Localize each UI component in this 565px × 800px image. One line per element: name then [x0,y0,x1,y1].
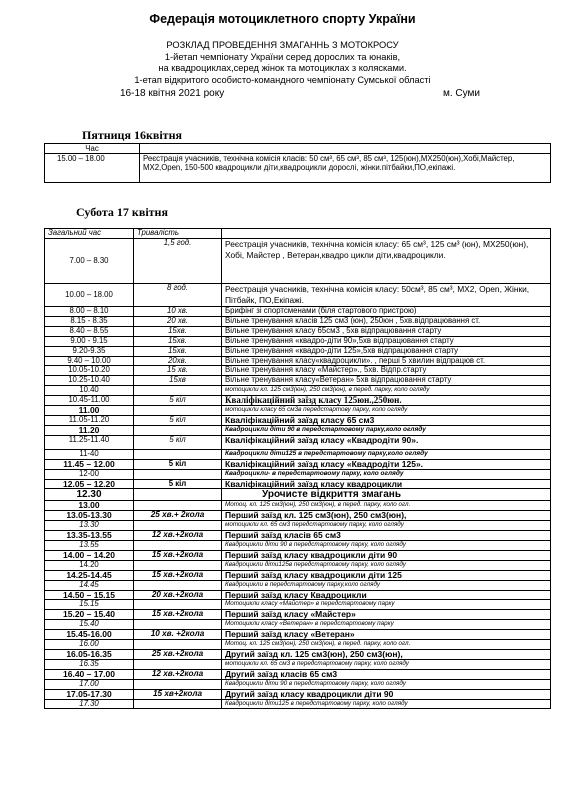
table-cell-duration: 5 кіл [134,479,222,489]
table-cell-event: Реєстрація учасників, технічна комісія класів: 50 см³, 65 см³, 85 см³, 125(юн),МХ250(юн),Хобі,Майстер, МХ2,Open, 150-500 квадроцикли діти,квадроцикли дорослі, жінки.пітбайки,ПО,екіпажі. [140,154,551,183]
table-cell-duration: 5 кіл [134,435,222,449]
event-city: м. Суми [442,88,480,99]
table-cell-event: Реєстрація учасників, технічна комісія класу: 50см³, 85 см³, МХ2, Open, Жінки, Пітбайк, ПО,Екіпажі. [222,284,551,307]
table-cell-duration: 15 хв. [134,366,222,376]
table-cell-duration [134,560,222,570]
subtitle-line: на квадроциклах,серед жінок та мотоциклах з колясками. [158,63,407,74]
table-cell-duration: 15 хв.+2кола [134,610,222,620]
document-subtitle [0,40,565,86]
table-cell-time: 13.00 [45,501,134,511]
table-cell-duration: 20хв. [134,356,222,366]
table-cell-time: 9.40 – 10.00 [45,356,134,366]
subtitle-line: 1-йетап чемпіонату України серед дорослих та юнаків, [164,51,401,62]
table-cell-duration [134,386,222,396]
table-cell-event: Кваліфікаційний заїзд класу квадроцикли [222,479,551,489]
table-cell-event: мотоцикли кл. 65 см3 в передстартовому парку, коло огляду [222,659,551,669]
subtitle-line: РОЗКЛАД ПРОВЕДЕННЯ ЗМАГАННЬ З МОТОКРОСУ [166,40,399,50]
table-cell-event: мотоцикли кл. 65 см3 передстартовому парку, коло огляду [222,521,551,531]
table-cell-event: Перший заїзд кл. 125 см3(юн), 250 см3(юн), [222,511,551,521]
table-cell-time: 16.00 [45,640,134,650]
table-cell-event: Мотоц. кл. 125 см3(юн), 250 см3(юн), в перед. парку, коло огл. [222,640,551,650]
table-cell-event: Вільне тренування класу 65см3 , 5хв відпрацювання старту [222,326,551,336]
table-cell-time: 11.00 [45,406,134,416]
date-location-line [120,88,480,99]
document-title: Федерація мотоциклетного спорту України [149,12,416,26]
col-header-time: Час [45,144,140,154]
table-cell-duration: 25 хв.+2кола [134,650,222,660]
table-cell-time: 12.05 – 12.20 [45,479,134,489]
event-dates: 16-18 квітня 2021 року [120,88,225,99]
table-cell-event: Квадроцикли в передстартовому парку,коло огляду [222,580,551,590]
table-cell-duration [134,541,222,551]
table-cell-time: 14.50 – 15.15 [45,590,134,600]
table-cell-duration: 10 хв. +2кола [134,630,222,640]
table-cell-time: 17.00 [45,679,134,689]
table-cell-duration [134,425,222,435]
friday-schedule-table [44,143,551,183]
table-cell-time: 11.20 [45,425,134,435]
table-cell-time: 14.45 [45,580,134,590]
table-cell-event: Другий заїзд кл. 125 см3(юн), 250 см3(юн), [222,650,551,660]
table-cell-event: Другий заїзд класу квадроцикли діти 90 [222,689,551,699]
table-cell-time: 15.20 – 15.40 [45,610,134,620]
table-cell-event: Вільне тренування класу«квадроцикли». , перші 5 хвилин відпрацюв ст. [222,356,551,366]
table-cell-duration [134,699,222,709]
table-cell-time: 10.05-10.20 [45,366,134,376]
table-cell-time: 11-40 [45,449,134,459]
table-cell-event: Урочисте відкриття змагань [222,489,551,501]
table-cell-duration [134,521,222,531]
table-cell-time: 10.40 [45,386,134,396]
table-cell-duration [134,620,222,630]
table-cell-time: 14.25-14.45 [45,570,134,580]
table-cell-event: Квадроцикли діти 90 в передстартовому парку, коло огляду [222,541,551,551]
table-cell-time: 8.00 – 8.10 [45,307,134,317]
table-cell-duration: 20 хв.+2кола [134,590,222,600]
table-cell-duration: 15 хв+2кола [134,689,222,699]
table-cell-time: 15.45-16.00 [45,630,134,640]
table-cell-event: мотоцикли кл. 125 см3(юн), 250 см3(юн), в перед. парку, коло огляду [222,386,551,396]
table-cell-time: 15.40 [45,620,134,630]
table-cell-event: Квадроцикли діти125в передстартовому парку, коло огляду [222,560,551,570]
table-cell-time: 8.15 - 8.35 [45,316,134,326]
table-cell-event: Перший заїзд класу квадроцикли діти 90 [222,550,551,560]
table-cell-duration [134,489,222,501]
table-cell-duration [134,640,222,650]
table-cell-duration [134,600,222,610]
table-cell-duration: 5 кіл [134,415,222,425]
table-cell-time: 17.05-17.30 [45,689,134,699]
table-cell-time: 11.45 – 12.00 [45,459,134,469]
table-cell-duration: 12 хв.+2кола [134,531,222,541]
table-cell-event: Кваліфікаційний заїзд класу «Квадродіти 90». [222,435,551,449]
table-cell-duration: 15 хв.+2кола [134,570,222,580]
table-cell-event: Квадроцикли діти 90 в передстартовому парку,коло огляду [222,425,551,435]
table-cell-event: Перший заїзд класу «Ветеран» [222,630,551,640]
col-header-duration: Тривалість [134,229,222,239]
table-cell-time: 12.30 [45,489,134,501]
table-cell-duration: 5 кіл [134,396,222,406]
table-cell-event: Кваліфікаційний заїзд класу 125юн.,250юн. [222,396,551,406]
table-cell-event: Брифінг зі спортсменами (біля стартового пристрою) [222,307,551,317]
saturday-schedule-table [44,228,551,709]
table-cell-duration: 10 хв. [134,307,222,317]
table-cell-time: 13.05-13.30 [45,511,134,521]
table-cell-duration: 15хв. [134,326,222,336]
table-cell-duration: 20 хв. [134,316,222,326]
table-cell-event: Вільне тренування «квадро-діти 125»,5хв відпрацювання старту [222,346,551,356]
table-cell-time: 9.20-9.35 [45,346,134,356]
table-cell-duration [134,469,222,479]
table-cell-duration: 12 хв.+2кола [134,669,222,679]
table-cell-event: Квадроцикли діти125 в передстартовому парку,коло огляду [222,449,551,459]
table-cell-duration: 15 хв.+2кола [134,550,222,560]
table-cell-event: Мотоцикли класу «Ветеран» в передстартовому парку [222,620,551,630]
table-cell-event: Кваліфікаційний заїзд класу 65 см3 [222,415,551,425]
table-cell-duration: 15хв. [134,336,222,346]
table-cell-time: 10.25-10.40 [45,376,134,386]
table-cell-time: 13.30 [45,521,134,531]
table-cell-event: Реєстрація учасників, технічна комісія класу: 65 см³, 125 см³ (юн), МХ250(юн), Хобі, Майстер , Ветеран,квадро цикли діти,квадроцикли. [222,239,551,284]
saturday-heading: Субота 17 квітня [76,205,168,219]
table-cell-event: мотоцикли класу 65 см3в передстартову парку, коло огляду [222,406,551,416]
table-cell-event: Вільне тренування класів 125 см3 (юн), 250юн , 5хв.відпрацювання ст. [222,316,551,326]
table-cell-duration [134,406,222,416]
table-cell-duration [134,659,222,669]
table-cell-event: Вільне тренування класу«Ветеран» 5хв відпрацювання старту [222,376,551,386]
table-cell-time: 17.30 [45,699,134,709]
table-cell-event: Перший заїзд класу «Майстер» [222,610,551,620]
table-cell-time: 16.05-16.35 [45,650,134,660]
table-cell-duration: 15хв [134,376,222,386]
table-cell-duration [134,580,222,590]
table-cell-event: Квадроцикли- в передстартовому парку, коло огляду [222,469,551,479]
table-cell-time: 8.40 – 8.55 [45,326,134,336]
table-cell-time: 10.00 – 18.00 [45,284,134,307]
table-cell-time: 11.05-11.20 [45,415,134,425]
table-cell-duration [134,501,222,511]
table-cell-duration: 5 кіл [134,459,222,469]
table-cell-event: Мотоцикли класу «Майстер» в передстартовому парку [222,600,551,610]
table-cell-event: Перший заїзд класу квадроцикли діти 125 [222,570,551,580]
table-cell-duration: 8 год. [134,284,222,307]
table-cell-time: 15.15 [45,600,134,610]
table-cell-time: 16.35 [45,659,134,669]
table-cell-time: 16.40 – 17.00 [45,669,134,679]
table-cell-duration: 25 хв.+ 2кола [134,511,222,521]
table-cell-event: Перший заїзд класу Квадроцикли [222,590,551,600]
table-cell-duration [134,449,222,459]
table-cell-time: 14.00 – 14.20 [45,550,134,560]
table-cell-event: Мотоц. кл. 125 см3(юн), 250 см3(юн), в перед. парку, коло огл. [222,501,551,511]
table-cell-event: Кваліфікаційний заїзд класу «Квадродіти 125». [222,459,551,469]
table-cell-time: 13.35-13.55 [45,531,134,541]
table-cell-time: 15.00 – 18.00 [45,154,140,183]
table-cell-time: 7.00 – 8.30 [45,239,134,284]
col-header-time: Загальний час [45,229,134,239]
table-cell-time: 14.20 [45,560,134,570]
table-cell-time: 12-00 [45,469,134,479]
table-cell-time: 11.25-11.40 [45,435,134,449]
table-cell-time: 10.45-11.00 [45,396,134,406]
table-cell-event: Перший заїзд класів 65 см3 [222,531,551,541]
table-cell-duration: 15хв. [134,346,222,356]
table-cell-duration: 1,5 год. [134,239,222,284]
table-cell-event: Квадроцикли діти 90 в передстартовому парку, коло огляду [222,679,551,689]
table-cell-time: 13.55 [45,541,134,551]
table-cell-event: Вільне тренування «квадро-діти 90»,5хв відпрацювання старту [222,336,551,346]
table-cell-time: 9.00 - 9.15 [45,336,134,346]
friday-heading: Пятниця 16квітня [82,128,182,142]
subtitle-line: 1-етап відкритого особисто-командного чемпіонату Сумської області [134,74,431,85]
table-cell-duration [134,679,222,689]
table-cell-event: Вільне тренування класу «Майстер»., 5хв. Відпр.старту [222,366,551,376]
table-cell-event: Квадроцикли діти125 в передстартовому парку, коло огляду [222,699,551,709]
table-cell-event: Другий заїзд класів 65 см3 [222,669,551,679]
